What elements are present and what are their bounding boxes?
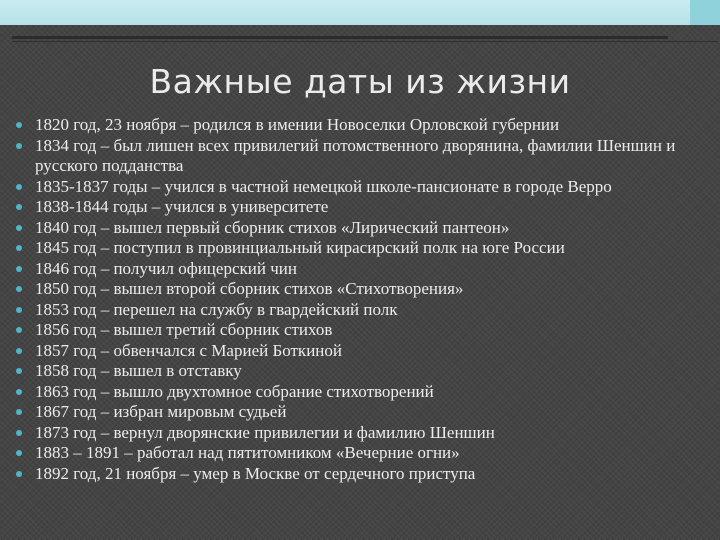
list-item-text: 1853 год – перешел на службу в гвардейский полк bbox=[35, 299, 398, 319]
list-item bbox=[14, 361, 714, 382]
list-item-text: 1846 год – получил офицерский чин bbox=[35, 258, 297, 278]
title-divider-line-thin bbox=[12, 41, 718, 42]
list-item bbox=[14, 443, 714, 464]
bullet-icon bbox=[16, 389, 22, 395]
bullet-icon bbox=[16, 204, 22, 210]
list-item-text: 1863 год – вышло двухтомное собрание стихотворений bbox=[35, 381, 434, 401]
list-item bbox=[14, 115, 714, 136]
list-item-text: 1845 год – поступил в провинциальный кирасирский полк на юге России bbox=[35, 238, 565, 257]
list-item-text: 1892 год, 21 ноября – умер в Москве от сердечного приступа bbox=[35, 463, 476, 483]
list-item bbox=[14, 320, 714, 341]
bullet-icon bbox=[16, 327, 22, 333]
bullet-icon bbox=[16, 266, 22, 272]
list-item-text: 1840 год – вышел первый сборник стихов «Лирический пантеон» bbox=[35, 217, 510, 237]
list-item bbox=[14, 300, 714, 321]
timeline-list bbox=[14, 115, 714, 484]
list-item-text: 1850 год – вышел второй сборник стихов «Стихотворения» bbox=[35, 279, 464, 298]
list-item bbox=[14, 136, 714, 177]
bullet-icon bbox=[16, 348, 22, 354]
list-item-text: 1856 год – вышел третий сборник стихов bbox=[35, 320, 333, 339]
bullet-icon bbox=[16, 450, 22, 456]
bullet-icon bbox=[16, 368, 22, 374]
list-item-text: 1883 – 1891 – работал над пятитомником «Вечерние огни» bbox=[35, 443, 460, 462]
list-item bbox=[14, 464, 714, 485]
bullet-icon bbox=[16, 122, 22, 128]
list-item-text: 1858 год – вышел в отставку bbox=[35, 361, 242, 380]
bullet-icon bbox=[16, 471, 22, 477]
top-band-accent bbox=[690, 0, 720, 25]
bullet-icon bbox=[16, 225, 22, 231]
list-item bbox=[14, 382, 714, 403]
bullet-icon bbox=[16, 307, 22, 313]
list-item bbox=[14, 259, 714, 280]
list-item-text: 1873 год – вернул дворянские привилегии и фамилию Шеншин bbox=[35, 422, 495, 442]
list-item bbox=[14, 238, 714, 259]
list-item-text: 1867 год – избран мировым судьей bbox=[35, 402, 287, 421]
title-divider-line bbox=[12, 36, 668, 39]
list-item bbox=[14, 341, 714, 362]
bullet-icon bbox=[16, 286, 22, 292]
list-item-text: 1857 год – обвенчался с Марией Боткиной bbox=[35, 340, 342, 360]
list-item bbox=[14, 177, 714, 198]
bullet-icon bbox=[16, 245, 22, 251]
list-item-text: 1834 год – был лишен всех привилегий потомственного дворянина, фамилии Шеншин и русского подданства bbox=[35, 135, 676, 175]
bullet-icon bbox=[16, 409, 22, 415]
list-item-text: 1838-1844 годы – учился в университете bbox=[35, 197, 329, 216]
bullet-icon bbox=[16, 143, 22, 149]
list-item bbox=[14, 279, 714, 300]
list-item bbox=[14, 197, 714, 218]
bullet-icon bbox=[16, 430, 22, 436]
slide-top-band bbox=[0, 0, 720, 25]
list-item-text: 1820 год, 23 ноября – родился в имении Новоселки Орловской губернии bbox=[35, 115, 560, 134]
list-item-text: 1835-1837 годы – учился в частной немецкой школе-пансионате в городе Верро bbox=[35, 176, 612, 196]
list-item bbox=[14, 423, 714, 444]
bullet-icon bbox=[16, 184, 22, 190]
slide-title: Важные даты из жизни bbox=[149, 62, 571, 101]
list-item bbox=[14, 218, 714, 239]
list-item bbox=[14, 402, 714, 423]
